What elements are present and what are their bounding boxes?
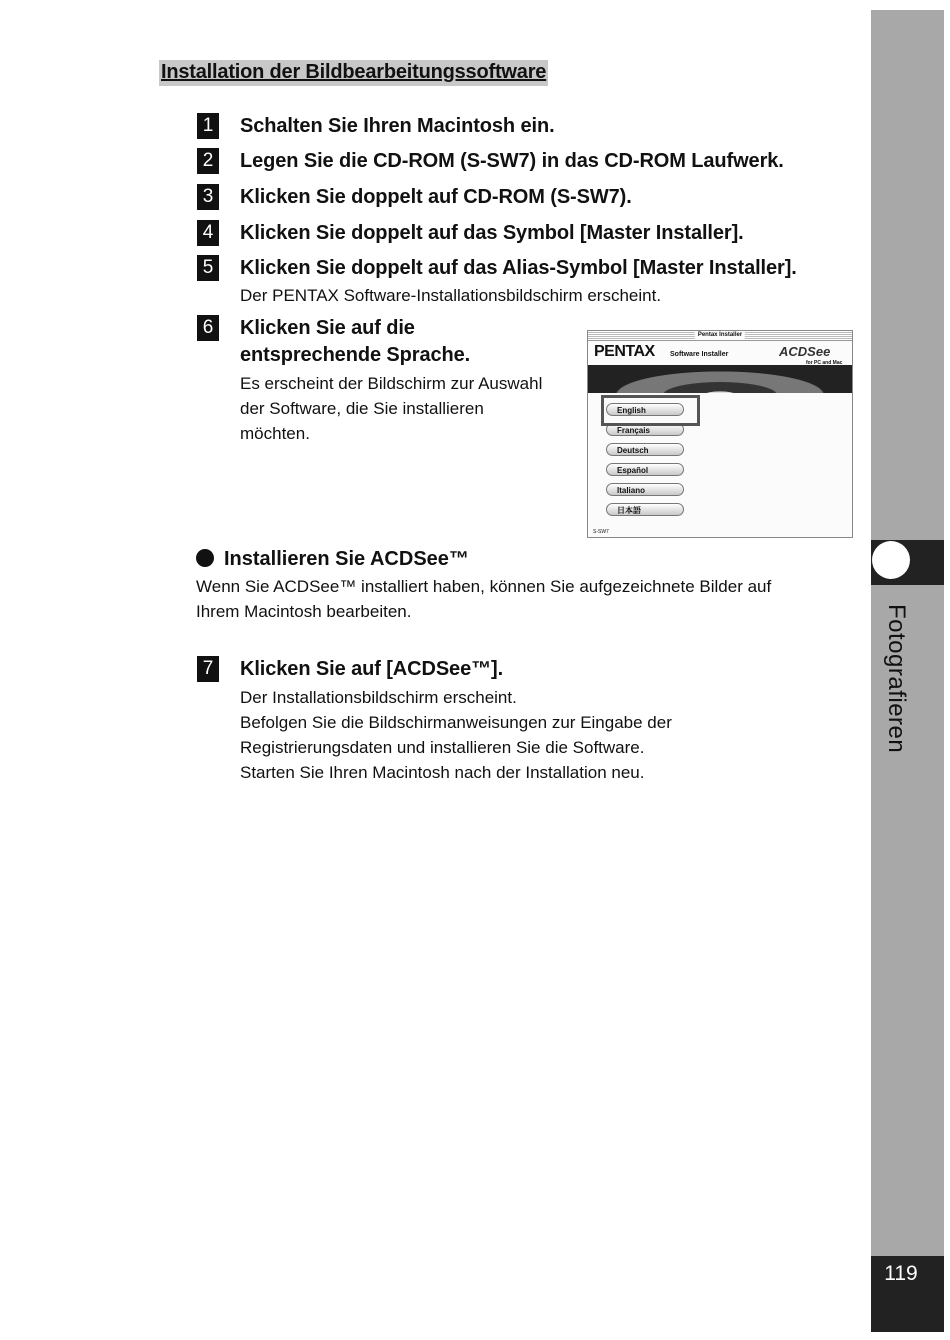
english-highlight-frame [601, 395, 700, 426]
step-description-line-1: Es erscheint der Bildschirm zur Auswahl [240, 374, 543, 393]
acdsee-logo: ACDSee [779, 344, 831, 359]
cd-disc-graphic [588, 365, 852, 395]
step-title: Klicken Sie auf [ACDSee™]. [240, 658, 504, 680]
bullet-icon [196, 549, 214, 567]
acdsee-heading-row [196, 548, 469, 571]
step-description-line-3: Registrierungsdaten und installieren Sie die Software. [240, 738, 645, 757]
step-title-line-1: Klicken Sie auf die [240, 317, 415, 339]
step-title-line-2: entsprechende Sprache. [240, 344, 471, 366]
acdsee-heading: Installieren Sie ACDSee™ [224, 548, 469, 570]
language-button-english[interactable]: English [606, 403, 684, 416]
step-title: Klicken Sie doppelt auf das Symbol [Master Installer]. [240, 222, 744, 244]
language-button-italiano[interactable]: Italiano [606, 483, 684, 496]
step-description-line-4: Starten Sie Ihren Macintosh nach der Installation neu. [240, 763, 645, 782]
step-description-line-1: Der Installationsbildschirm erscheint. [240, 688, 517, 707]
chapter-marker-icon [872, 541, 910, 579]
step-title: Legen Sie die CD-ROM (S-SW7) in das CD-ROM Laufwerk. [240, 150, 784, 172]
step-number: 5 [197, 255, 219, 281]
step-number: 6 [197, 315, 219, 341]
installer-screenshot [587, 330, 853, 538]
acdsee-paragraph-line-1: Wenn Sie ACDSee™ installiert haben, können Sie aufgezeichnete Bilder auf [196, 577, 772, 596]
step-number: 2 [197, 148, 219, 174]
acdsee-paragraph-line-2: Ihrem Macintosh bearbeiten. [196, 602, 412, 621]
language-button-japanese[interactable]: 日本語 [606, 503, 684, 516]
step-description: Der PENTAX Software-Installationsbildschirm erscheint. [240, 286, 662, 305]
language-button-espanol[interactable]: Español [606, 463, 684, 476]
step-number: 7 [197, 656, 219, 682]
step-title: Klicken Sie doppelt auf CD-ROM (S-SW7). [240, 186, 632, 208]
chapter-label: Fotografieren [883, 604, 910, 754]
acdsee-paragraph [196, 574, 771, 624]
language-button-francais[interactable]: Français [606, 423, 684, 436]
step-description-line-3: möchten. [240, 424, 310, 443]
section-heading: Installation der Bildbearbeitungssoftware [159, 60, 548, 86]
installer-subtitle: Software Installer [670, 351, 729, 358]
language-button-deutsch[interactable]: Deutsch [606, 443, 684, 456]
step-description-line-2: Befolgen Sie die Bildschirmanweisungen zur Eingabe der [240, 713, 672, 732]
step-number: 3 [197, 184, 219, 210]
step-number: 1 [197, 113, 219, 139]
step-description-line-2: der Software, die Sie installieren [240, 399, 484, 418]
step-title: Schalten Sie Ihren Macintosh ein. [240, 115, 555, 137]
acdsee-logo-sub: for PC and Mac [806, 360, 843, 366]
step-title: Klicken Sie doppelt auf das Alias-Symbol [Master Installer]. [240, 257, 797, 279]
pentax-logo: PENTAX [594, 343, 655, 360]
step-number: 4 [197, 220, 219, 246]
installer-titlebar [588, 331, 852, 341]
page-number: 119 [884, 1262, 918, 1285]
installer-window-title: Pentax Installer [695, 331, 745, 340]
installer-footer: S-SW7 [593, 529, 609, 535]
